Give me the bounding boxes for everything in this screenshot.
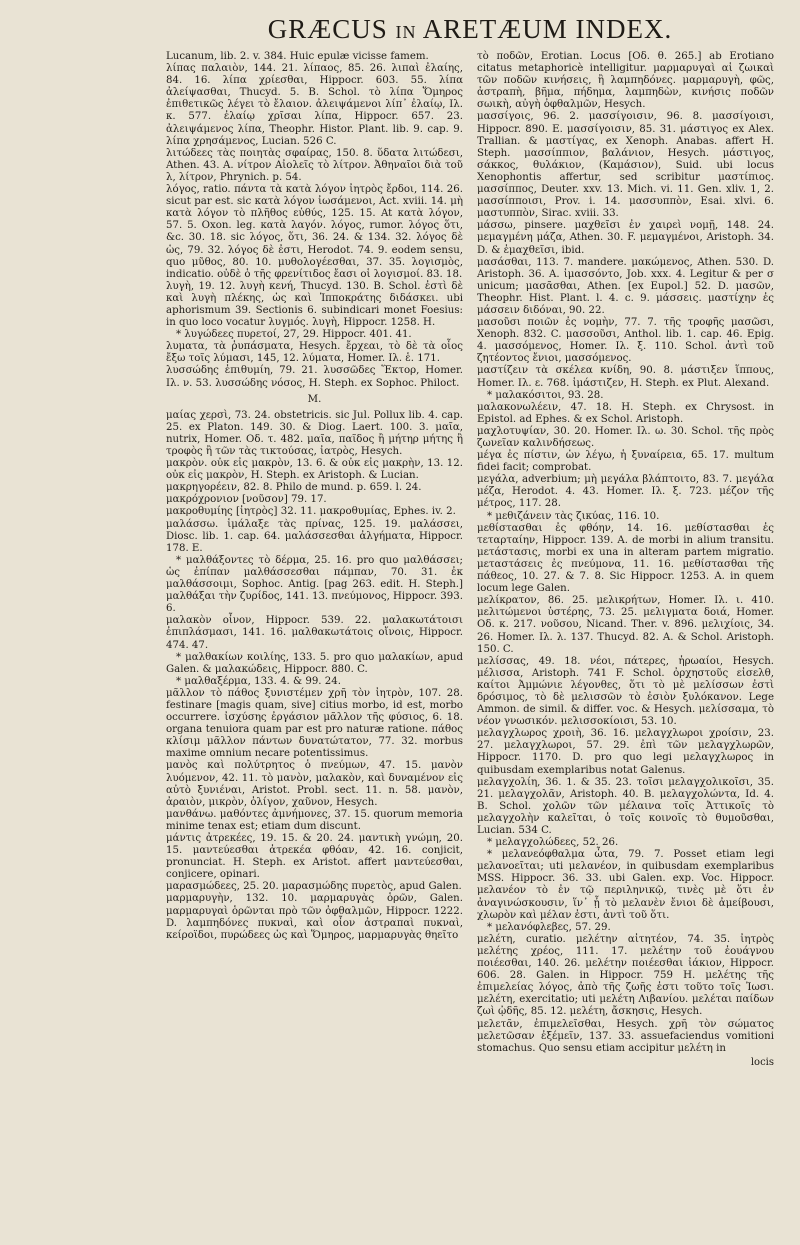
index-entry: μᾶλλον τὸ πάθος ξυνιστέμεν χρῆ τὸν ἰητρὸν, 107. 28. festinare [magis quam, sive] citius morbo, id est, morbo occurrere. ἰσχύσης ἐργάσιον μᾶλλον τῆς φύσιος, 6. 18. organa tenuiora quam par est pro naturæ ratione. πάθος κλίσιμ μᾶλλον πάντων δυνατώτατον, 77. 32. morbus maxime omnium necare potentissimus.: [166, 687, 463, 760]
index-entry: μαλακονωλέειν, 47. 18. H. Steph. ex Chrysost. in Epistol. ad Ephes. & ex Schol. Aristoph.: [477, 401, 774, 425]
title-word-1: GRÆCUS: [267, 14, 388, 44]
index-entry: μακρόχρονιον [νοῦσον] 79. 17.: [166, 494, 327, 506]
catchword: locis: [750, 1056, 774, 1068]
index-entry: * μελανεόφθαλμα ὦτα, 79. 7. Posset etiam legi μελανοεῖται; uti μελανέον, in quibusdam exemplaribus MSS. Hippocr. 36. 33. ubi Galen. exp. Voc. Hippocr. μελανέον τὸ ἐν τῷ περιληνικῷ, τινὲς μὲ ὅτι ἐν ἀναγινώσκουσιν, ἵν᾽ ᾖ τὸ μελανὲν ἔνιοι δὲ ἀμείβουσι, χλωρὸν καὶ μέλαν ἐστι, ἀντὶ τοῦ ὅτι.: [477, 849, 774, 921]
index-entry: μελίσσας, 49. 18. νέοι, πάτερες, ἡρωαίοι, Hesych. μέλισσα, Aristoph. 741 F. Schol. ὀρχηστοῦς εἰσελθ, καίτοι Ἀμμώνιε λέγονθες, ὅτι τὸ μὲ μελίσσων ἐστὶ δρόσιμος, τὸ δὲ μελισσῶν τὸ ἐσιὸν ξυλόκανον. Lege Ammon. de simil. & differ. voc. & Hesych. μελίσσαμα, τὸ νέον γνωσικόν. μελισσοκίοισι, 53. 10.: [477, 655, 774, 728]
title-word-2: IN: [395, 22, 417, 42]
index-entry: μελετᾶν, ἐπιμελεῖσθαι, Hesych. χρῆ τὸν σώματος μελετῶσαν ἐξέμεῖν, 137. 33. assuefaciendus vomitioni stomachus. Quo sensu etiam accipitur μελέτη in: [477, 1018, 774, 1054]
index-entry: μελέτη, curatio. μελέτην αἰτητέον, 74. 35. ἰητρὸς μελέτης χρέος, 111. 17. μελέτην τοῦ ἐουάγνου ποιέεσθαι, 140. 26. μελέτην ποιέεσθαι ἰάκιον, Hippocr. 606. 28. Galen. in Hippocr. 759 H. μελέτης τῆς ἐπιμελείας λόγος, ἀπὸ τῆς ζωῆς ἐστι τοῦτο τοῖς Ἰωσι. μελέτη, exercitatio; uti μελέτη Λιβανίου. μελέται παίδων ζωὶ ᾠδῆς, 85. 12. μελέτη, ἄσκησις, Hesych.: [477, 933, 774, 1018]
index-entry: μαστίζειν τὰ σκέλεα κνίδη, 90. 8. μάστιξεν ἵππους, Homer. Iλ. ε. 768. ἱμάστιζεν, H. Steph. ex Plut. Alexand.: [477, 365, 774, 389]
index-entry: * μαλακόσιτοι, 93. 28.: [487, 389, 604, 401]
index-entry: μαίας χερσὶ, 73. 24. obstetricis. sic Jul. Pollux lib. 4. cap. 25. ex Platon. 149. 30. & Diog. Laert. 100. 3. μαῖα, nutrix, Homer. Οδ. τ. 482. μαῖα, παῖδος ἢ μήτηρ μήτης ἢ τροφὸς ἢ τῶν τὰς τικτούσας, ἰατρὸς, Hesych.: [166, 409, 463, 457]
index-entry: μακρὸν. οὐκ εἰς μακρὸν, 13. 6. & οὐκ εἰς μακρὴν, 13. 12. οὐκ εἰς μακρὸν, H. Steph. ex Aristoph. & Lucian.: [166, 458, 463, 482]
index-entry: λυματα, τὰ ῥυπάσματα, Hesych. ἔρχεαι, τὸ δὲ τὰ οἷος ἔξω τοῖς λύμασι, 145, 12. λύματα, Homer. Iλ. ἑ. 171.: [166, 341, 463, 365]
index-entry: μελαγχλωρος χροιὴ, 36. 16. μελαγχλωροι χροίσιν, 23. 27. μελαγχλωροι, 57. 29. ἐπὶ τῶν μελαγχλωρῶν, Hippocr. 1170. D. pro quo legi μελαγχλωρος in quibusdam exemplaribus notat Galenus.: [477, 728, 774, 776]
index-entry: μαλάσσω. ἱμάλαξε τὰς πρίνας, 125. 19. μαλάσσει, Diosc. lib. 1. cap. 64. μαλάσσεσθαι ἀλγήματα, Hippocr. 178. E.: [166, 518, 463, 554]
index-entry: τὸ ποδῶν, Erotian. Locus [Οδ. θ. 265.] ab Erotiano citatus metaphoricè intelligitur. μαρμαρυγαὶ αἱ ζωικαὶ τῶν ποδῶν κινήσεις, ἢ λαμπηδόνες. μαρμαρυγὴ, φῶς, ἀστραπὴ, βῆμα, πήδημα, λαμπηδὼν, κινήσις ποδῶν σωικὴ, αὐγὴ ὀφθαλμῶν, Hesych.: [477, 51, 774, 111]
index-entry: * μαλθαξέρμα, 133. 4. & 99. 24.: [176, 675, 341, 687]
index-entry: μακροθυμίης [ἰητρὸς] 32. 11. μακροθυμίας, Ephes. iv. 2.: [166, 506, 456, 518]
index-entry: λιτώδεες τὰς ποιητὰς σφαίρας, 150. 8. ὕδατα λιτώδεσι, Athen. 43. A. νίτρον Αἰολεῖς τὸ λίτρον. Ἀθηναῖοι διὰ τοῦ λ, λίτρον, Phrynich. p. 54.: [166, 147, 463, 183]
left-column: [166, 51, 463, 1069]
index-entry: λίπας παλαιὸν, 144. 21. λίπαος, 85. 26. λιπαὶ ἐλαίης, 84. 16. λίπα χρίεσθαι, Hippocr. 603. 55. λίπα ἀλείψασθαι, Thucyd. 5. B. Schol. τὸ λίπα Ὅμηρος ἐπιθετικῶς λέγει τὸ ἔλαιον. ἀλειψάμενοι λίπ᾽ ἐλαίῳ, Iλ. κ. 577. ἐλαίῳ χρῖσαι λίπα, Hippocr. 657. 23. ἀλειψάμενος λίπα, Theophr. Histor. Plant. lib. 9. cap. 9. λίπα χρησάμενος, Lucian. 526 C.: [166, 63, 463, 147]
index-entry: * μελανόφλεβες, 57. 29.: [487, 921, 611, 933]
index-entry: Lucanum, lib. 2. v. 384. Huic epulæ vicisse famem.: [166, 51, 429, 62]
index-entry: μασοῦσι ποιῶν ἐς νομὴν, 77. 7. τῆς τροφῆς μασῶσι, Xenoph. 832. C. μασσοῦσι, Anthol. lib. 1. cap. 46. Epig. 4. μασσόμενος, Homer. Iλ. ξ. 110. Schol. ἀντὶ τοῦ ζητέοντος ἔνιοι, μασσόμενος.: [477, 317, 774, 365]
index-entry: μασάσθαι, 113. 7. mandere. μακώμενος, Athen. 530. D. Aristoph. 36. A. ἱμασσόντο, Job. xxx. 4. Legitur & per σ unicum; μασᾶσθαι, Athen. [ex Eupol.] 52. D. μασῶν, Theophr. Hist. Plant. l. 4. c. 9. μάσσεις. μαστίχην ἐς μάσσειν διδόναι, 90. 22.: [477, 256, 774, 316]
index-entry: μασσίγοις, 96. 2. μασσίγοισιν, 96. 8. μασσίγοισι, Hippocr. 890. E. μασσίγοισιν, 85. 31. μάστιγος ex Alex. Trallian. & μαστίγας, ex Xenoph. Anabas. affert H. Steph. μασσίππιον, βαλάνιον, Hesych. μάστιγος, σάκκος, θυλάκιον, (Καμάσιον), Suid. ubi locus Xenophontis affertur, sed scribitur μαστίπιος. μασσίππος, Deuter. xxv. 13. Mich. vi. 11. Gen. xliv. 1, 2. μασσίπποισι, Prov. i. 14. μασσυππὸν, Esai. xlvi. 6. μαστυππὸν, Sirac. xviii. 33.: [477, 111, 774, 220]
index-entry: * μελαγχολώδεες, 52. 26.: [487, 837, 619, 849]
index-entry: μαχλοτυψίαν, 30. 20. Homer. Iλ. ω. 30. Schol. τῆς πρὸς ζωνεῖαν καλινδήσεως.: [477, 425, 774, 449]
index-entry: * μαλθακίων κοιλίης, 133. 5. pro quo μαλακίων, apud Galen. & μαλακώδεις, Hippocr. 880. C.: [166, 651, 463, 675]
index-entry: μαλακὸν οἶνον, Hippocr. 539. 22. μαλακωτάτοισι ἐπιπλάσμασι, 141. 16. μαλθακωτάτοις οἴνοις, Hippocr. 474. 47.: [166, 615, 463, 651]
index-entry: μελαγχολίη, 36. 1. & 35. 23. τοῖσι μελαγχολικοῖσι, 35. 21. μελαγχολᾶν, Aristoph. 40. B. μελαγχολώντα, Id. 4. B. Schol. χολῶν τῶν μέλαινα τοῖς Ἀττικοῖς τὸ μελαγχολὴν καλεῖται, ὁ τοῖς κοινοῖς τὸ θυμοῦσθαι, Lucian. 534 C.: [477, 776, 774, 836]
title-word-3: ARETÆUM: [422, 14, 568, 44]
section-letter: M.: [307, 393, 322, 405]
index-entry: λόγος, ratio. πάντα τὰ κατὰ λόγον ἰητρὸς ἔρδοι, 114. 26. sicut par est. sic κατὰ λόγον ἰωσάμενοι, Act. xviii. 14. μὴ κατὰ λόγον τὸ πλῆθος εὐθύς, 125. 15. At κατὰ λόγον, 57. 5. Oxon. leg. κατὰ λαγόν. λόγος, rumor. λόγος ὅτι, &c. 30. 18. sic λόγος, ὅτι, 36. 24. & 134. 32. λόγος δὲ ὡς, 79. 32. λόγος δὲ ἐστι, Herodot. 74. 9. eodem sensu, quo μῦθος, 80. 10. μυθολογέεσθαι, 37. 35. λογισμὸς, indicatio. οὐδὲ ὁ τῆς φρενίτιδος ἔασι οἱ λογισμοί. 83. 18.: [166, 184, 463, 280]
index-entry: μακρηγορέειν, 82. 8. Philo de mund. p. 659. l. 24.: [166, 482, 422, 494]
page-title: [166, 14, 774, 45]
index-entry: μελίκρατον, 86. 25. μελικρήτων, Homer. Iλ. ι. 410. μελιτώμενοι ὑστέρης, 73. 25. μελιγματα δοιά, Homer. Οδ. κ. 217. νοῦσου, Nicand. Ther. v. 896. μελιχίοις, 34. 26. Homer. Iλ. λ. 137. Thucyd. 82. A. & Schol. Aristoph. 150. C.: [477, 595, 774, 655]
index-entry: λυγὴ, 19. 12. λυγὴ κενή, Thucyd. 130. B. Schol. ἐστὶ δὲ καὶ λυγὴ πλέκης, ὡς καὶ Ἱπποκράτης διδάσκει. ubi aphorismum 39. Sectionis 6. subindicari monet Foesius: in quo loco vocatur λυγμός. λυγὴ, Hippocr. 1258. H.: [166, 280, 463, 329]
index-entry: * μαλθάξοντες τὸ δέρμα, 25. 16. pro quo μαλθάσσει; ὡς ἐπίπαν μαλθάσσεσθαι πάμπαν, 70. 31. ἐκ μαλθάσσοιμι, Sophoc. Antig. [pag 263. edit. H. Steph.] μαλθάξαι τὴν ζυρίδος, 141. 13. πνεύμονος, Hippocr. 393. 6.: [166, 554, 463, 615]
index-entry: * μεθιζάνειν τὰς ζικύας, 116. 10.: [487, 510, 660, 522]
index-entry: μέγα ἐς πίστιν, ὡν λέγω, ἡ ξυναίρεια, 65. 17. multum fidei facit; comprobat.: [477, 450, 774, 474]
index-entry: λυσσώδης ἐπιθυμίη, 79. 21. λυσσῶδες Ἕκτορ, Homer. Iλ. ν. 53. λυσσώδης νόσος, H. Steph. ex Sophoc. Philoct.: [166, 365, 463, 389]
title-word-4: INDEX.: [575, 14, 673, 44]
index-entry: * λυγώδεες πυρετοί, 27, 29. Hippocr. 401. 41.: [176, 329, 412, 341]
index-entry: μανθάνω. μαθόντες ἀμνήμονες, 37. 15. quorum memoria minime tenax est; etiam dum discunt.: [166, 808, 463, 832]
index-entry: μαρμαρυγὴν, 132. 10. μαρμαρυγὰς ὁρῶν, Galen. μαρμαρυγαὶ ὁρῶνται πρὸ τῶν ὀφθαλμῶν, Hippocr. 1222. D. λαμπηδόνες πυκναὶ, καὶ οἷον ἀστραπαὶ πυκναὶ, κείροϊδοι, πυρώδεες ὡς καὶ Ὅμηρος, μαρμαρυγὰς θηεῖτο: [166, 893, 463, 941]
right-column: [477, 51, 774, 1069]
index-entry: μάσσω, pinsere. μαχθεῖσι ἐν χαιρεὶ νομῇ, 148. 24. μεμαγμένη μάζα, Athen. 30. F. μεμαγμένοι, Aristoph. 34. D. & ἐμαχθεῖσι, ibid.: [477, 220, 774, 256]
index-entry: μεγάλα, adverbium; μὴ μεγάλα βλάπτοιτο, 83. 7. μεγάλα μέζα, Herodot. 4. 43. Homer. Iλ. ξ. 723. μέζον τῆς μέτρος, 117. 28.: [477, 474, 774, 510]
index-entry: μάντις ἀτρεκέες, 19. 15. & 20. 24. μαντικὴ γνώμη, 20. 15. μαντεύεσθαι ἀτρεκέα φθόαν, 42. 16. conjicit, pronunciat. H. Steph. ex Aristot. affert μαντεύεσθαι, conjicere, opinari.: [166, 833, 463, 881]
index-entry: μαρασμώδεες, 25. 20. μαρασμώδης πυρετὸς, apud Galen.: [166, 881, 462, 893]
index-columns: [166, 51, 774, 1069]
index-entry: μανὸς καὶ πολύτρητος ὁ πνεύμων, 47. 15. μανὸν λυόμενον, 42. 11. τὸ μανὸν, μαλακὸν, καὶ δυναμένον εἰς αὐτὸ ξυνιέναι, Aristot. Probl. sect. 11. n. 58. μανὸν, ἀραιὸν, μικρὸν, ὀλίγον, χαῦνον, Hesych.: [166, 760, 463, 808]
index-entry: μεθίστασθαι ἐς φθόην, 14. 16. μεθίστασθαι ἐς τεταρταίην, Hippocr. 139. A. de morbi in alium transitu. μετάστασις, morbi ex una in alteram partem migratio. μεταστάσεις ἐς πνεύμονα, 11. 16. μεθίστασθαι τῆς πάθεος, 10. 27. & 7. 8. Sic Hippocr. 1253. A. in quem locum lege Galen.: [477, 522, 774, 595]
